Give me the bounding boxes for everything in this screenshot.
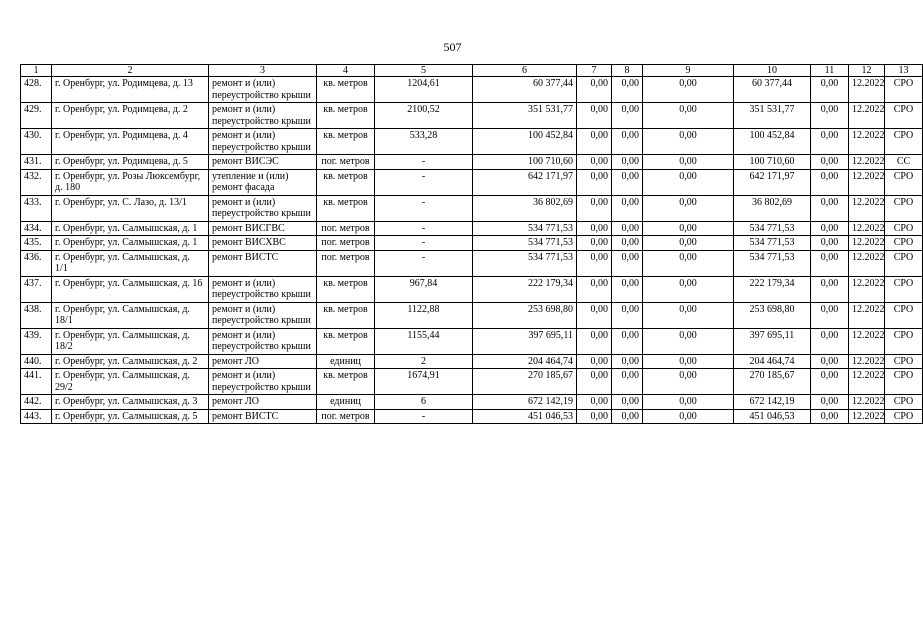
work-type-cell: ремонт и (или) переустройство крыши bbox=[209, 195, 317, 221]
unit-cell: пог. метров bbox=[317, 236, 375, 251]
unit-cell: пог. метров bbox=[317, 221, 375, 236]
row-number-cell: 439. bbox=[21, 328, 52, 354]
amount-cell: 0,00 bbox=[612, 77, 643, 103]
amount-cell: 451 046,53 bbox=[734, 409, 811, 424]
table-row bbox=[21, 77, 923, 103]
method-cell: СРО bbox=[885, 302, 923, 328]
method-cell: СРО bbox=[885, 250, 923, 276]
amount-cell: 0,00 bbox=[612, 409, 643, 424]
table-row bbox=[21, 250, 923, 276]
unit-cell: единиц bbox=[317, 354, 375, 369]
amount-cell: 0,00 bbox=[612, 354, 643, 369]
amount-cell: 0,00 bbox=[643, 77, 734, 103]
table-row bbox=[21, 236, 923, 251]
amount-cell: 0,00 bbox=[811, 155, 849, 170]
method-cell: СРО bbox=[885, 276, 923, 302]
amount-cell: 0,00 bbox=[811, 77, 849, 103]
amount-cell: 0,00 bbox=[612, 155, 643, 170]
address-cell: г. Оренбург, ул. Салмышская, д. 29/2 bbox=[52, 369, 209, 395]
address-cell: г. Оренбург, ул. Салмышская, д. 16 bbox=[52, 276, 209, 302]
amount-cell: 0,00 bbox=[811, 302, 849, 328]
work-type-cell: ремонт и (или) переустройство крыши bbox=[209, 276, 317, 302]
row-number-cell: 429. bbox=[21, 103, 52, 129]
method-cell: СС bbox=[885, 155, 923, 170]
amount-cell: 0,00 bbox=[612, 103, 643, 129]
row-number-cell: 432. bbox=[21, 169, 52, 195]
address-cell: г. Оренбург, ул. Родимцева, д. 13 bbox=[52, 77, 209, 103]
work-type-cell: ремонт и (или) переустройство крыши bbox=[209, 328, 317, 354]
amount-cell: 0,00 bbox=[643, 328, 734, 354]
amount-cell: 0,00 bbox=[643, 276, 734, 302]
amount-cell: 0,00 bbox=[577, 302, 612, 328]
cost-total-cell: 204 464,74 bbox=[473, 354, 577, 369]
amount-cell: 0,00 bbox=[811, 250, 849, 276]
amount-cell: 0,00 bbox=[811, 395, 849, 410]
column-header: 9 bbox=[643, 65, 734, 77]
unit-cell: пог. метров bbox=[317, 155, 375, 170]
amount-cell: 672 142,19 bbox=[734, 395, 811, 410]
unit-cell: кв. метров bbox=[317, 169, 375, 195]
amount-cell: 0,00 bbox=[811, 129, 849, 155]
work-type-cell: ремонт ВИСЭС bbox=[209, 155, 317, 170]
method-cell: СРО bbox=[885, 328, 923, 354]
deadline-cell: 12.2022 bbox=[849, 155, 885, 170]
amount-cell: 0,00 bbox=[577, 77, 612, 103]
amount-cell: 36 802,69 bbox=[734, 195, 811, 221]
quantity-cell: 1674,91 bbox=[375, 369, 473, 395]
amount-cell: 0,00 bbox=[811, 169, 849, 195]
quantity-cell: - bbox=[375, 169, 473, 195]
row-number-cell: 436. bbox=[21, 250, 52, 276]
row-number-cell: 430. bbox=[21, 129, 52, 155]
work-type-cell: ремонт и (или) переустройство крыши bbox=[209, 103, 317, 129]
deadline-cell: 12.2022 bbox=[849, 302, 885, 328]
repair-register-table bbox=[20, 64, 923, 424]
work-type-cell: ремонт и (или) переустройство крыши bbox=[209, 302, 317, 328]
deadline-cell: 12.2022 bbox=[849, 250, 885, 276]
work-type-cell: ремонт ВИСТС bbox=[209, 409, 317, 424]
quantity-cell: - bbox=[375, 409, 473, 424]
method-cell: СРО bbox=[885, 195, 923, 221]
deadline-cell: 12.2022 bbox=[849, 276, 885, 302]
method-cell: СРО bbox=[885, 169, 923, 195]
cost-total-cell: 672 142,19 bbox=[473, 395, 577, 410]
work-type-cell: утепление и (или) ремонт фасада bbox=[209, 169, 317, 195]
unit-cell: кв. метров bbox=[317, 328, 375, 354]
amount-cell: 0,00 bbox=[577, 155, 612, 170]
amount-cell: 0,00 bbox=[577, 250, 612, 276]
address-cell: г. Оренбург, ул. Салмышская, д. 18/1 bbox=[52, 302, 209, 328]
column-header: 11 bbox=[811, 65, 849, 77]
unit-cell: пог. метров bbox=[317, 409, 375, 424]
header-row bbox=[21, 65, 923, 77]
amount-cell: 0,00 bbox=[577, 409, 612, 424]
amount-cell: 0,00 bbox=[612, 276, 643, 302]
amount-cell: 0,00 bbox=[577, 169, 612, 195]
page-number: 507 bbox=[443, 40, 462, 54]
method-cell: СРО bbox=[885, 103, 923, 129]
deadline-cell: 12.2022 bbox=[849, 169, 885, 195]
amount-cell: 0,00 bbox=[577, 328, 612, 354]
deadline-cell: 12.2022 bbox=[849, 395, 885, 410]
amount-cell: 204 464,74 bbox=[734, 354, 811, 369]
unit-cell: кв. метров bbox=[317, 195, 375, 221]
amount-cell: 0,00 bbox=[612, 195, 643, 221]
amount-cell: 0,00 bbox=[612, 129, 643, 155]
amount-cell: 0,00 bbox=[811, 354, 849, 369]
row-number-cell: 431. bbox=[21, 155, 52, 170]
amount-cell: 0,00 bbox=[643, 195, 734, 221]
column-header: 6 bbox=[473, 65, 577, 77]
row-number-cell: 443. bbox=[21, 409, 52, 424]
work-type-cell: ремонт и (или) переустройство крыши bbox=[209, 129, 317, 155]
column-header: 7 bbox=[577, 65, 612, 77]
amount-cell: 0,00 bbox=[612, 236, 643, 251]
amount-cell: 0,00 bbox=[577, 129, 612, 155]
column-header: 8 bbox=[612, 65, 643, 77]
amount-cell: 0,00 bbox=[811, 409, 849, 424]
quantity-cell: - bbox=[375, 250, 473, 276]
amount-cell: 0,00 bbox=[643, 395, 734, 410]
column-header: 3 bbox=[209, 65, 317, 77]
quantity-cell: 533,28 bbox=[375, 129, 473, 155]
amount-cell: 534 771,53 bbox=[734, 250, 811, 276]
unit-cell: единиц bbox=[317, 395, 375, 410]
amount-cell: 0,00 bbox=[643, 409, 734, 424]
table-row bbox=[21, 129, 923, 155]
amount-cell: 0,00 bbox=[643, 221, 734, 236]
table-row bbox=[21, 354, 923, 369]
quantity-cell: - bbox=[375, 221, 473, 236]
amount-cell: 0,00 bbox=[811, 221, 849, 236]
unit-cell: пог. метров bbox=[317, 250, 375, 276]
address-cell: г. Оренбург, ул. Салмышская, д. 18/2 bbox=[52, 328, 209, 354]
deadline-cell: 12.2022 bbox=[849, 328, 885, 354]
deadline-cell: 12.2022 bbox=[849, 103, 885, 129]
deadline-cell: 12.2022 bbox=[849, 129, 885, 155]
work-type-cell: ремонт и (или) переустройство крыши bbox=[209, 77, 317, 103]
unit-cell: кв. метров bbox=[317, 302, 375, 328]
amount-cell: 642 171,97 bbox=[734, 169, 811, 195]
amount-cell: 534 771,53 bbox=[734, 221, 811, 236]
address-cell: г. Оренбург, ул. Салмышская, д. 5 bbox=[52, 409, 209, 424]
work-type-cell: ремонт ВИСГВС bbox=[209, 221, 317, 236]
deadline-cell: 12.2022 bbox=[849, 354, 885, 369]
amount-cell: 0,00 bbox=[643, 236, 734, 251]
work-type-cell: ремонт ВИСТС bbox=[209, 250, 317, 276]
deadline-cell: 12.2022 bbox=[849, 409, 885, 424]
deadline-cell: 12.2022 bbox=[849, 77, 885, 103]
unit-cell: кв. метров bbox=[317, 77, 375, 103]
address-cell: г. Оренбург, ул. Родимцева, д. 2 bbox=[52, 103, 209, 129]
column-header: 1 bbox=[21, 65, 52, 77]
amount-cell: 0,00 bbox=[643, 250, 734, 276]
quantity-cell: 1122,88 bbox=[375, 302, 473, 328]
unit-cell: кв. метров bbox=[317, 369, 375, 395]
row-number-cell: 435. bbox=[21, 236, 52, 251]
deadline-cell: 12.2022 bbox=[849, 221, 885, 236]
amount-cell: 0,00 bbox=[811, 328, 849, 354]
amount-cell: 0,00 bbox=[811, 276, 849, 302]
method-cell: СРО bbox=[885, 409, 923, 424]
column-header: 12 bbox=[849, 65, 885, 77]
amount-cell: 397 695,11 bbox=[734, 328, 811, 354]
amount-cell: 0,00 bbox=[643, 169, 734, 195]
row-number-cell: 433. bbox=[21, 195, 52, 221]
table-row bbox=[21, 103, 923, 129]
amount-cell: 0,00 bbox=[811, 369, 849, 395]
cost-total-cell: 534 771,53 bbox=[473, 221, 577, 236]
quantity-cell: - bbox=[375, 195, 473, 221]
row-number-cell: 434. bbox=[21, 221, 52, 236]
amount-cell: 0,00 bbox=[643, 103, 734, 129]
amount-cell: 0,00 bbox=[643, 369, 734, 395]
amount-cell: 534 771,53 bbox=[734, 236, 811, 251]
row-number-cell: 438. bbox=[21, 302, 52, 328]
amount-cell: 100 710,60 bbox=[734, 155, 811, 170]
amount-cell: 0,00 bbox=[643, 129, 734, 155]
method-cell: СРО bbox=[885, 221, 923, 236]
amount-cell: 0,00 bbox=[577, 354, 612, 369]
cost-total-cell: 534 771,53 bbox=[473, 236, 577, 251]
row-number-cell: 442. bbox=[21, 395, 52, 410]
address-cell: г. Оренбург, ул. Салмышская, д. 1/1 bbox=[52, 250, 209, 276]
amount-cell: 0,00 bbox=[577, 103, 612, 129]
column-header: 5 bbox=[375, 65, 473, 77]
quantity-cell: 2100,52 bbox=[375, 103, 473, 129]
cost-total-cell: 451 046,53 bbox=[473, 409, 577, 424]
quantity-cell: - bbox=[375, 155, 473, 170]
column-header: 4 bbox=[317, 65, 375, 77]
amount-cell: 270 185,67 bbox=[734, 369, 811, 395]
address-cell: г. Оренбург, ул. Родимцева, д. 5 bbox=[52, 155, 209, 170]
amount-cell: 0,00 bbox=[577, 369, 612, 395]
row-number-cell: 441. bbox=[21, 369, 52, 395]
table-row bbox=[21, 369, 923, 395]
cost-total-cell: 100 710,60 bbox=[473, 155, 577, 170]
cost-total-cell: 642 171,97 bbox=[473, 169, 577, 195]
column-header: 13 bbox=[885, 65, 923, 77]
cost-total-cell: 270 185,67 bbox=[473, 369, 577, 395]
work-type-cell: ремонт и (или) переустройство крыши bbox=[209, 369, 317, 395]
amount-cell: 0,00 bbox=[643, 354, 734, 369]
method-cell: СРО bbox=[885, 354, 923, 369]
work-type-cell: ремонт ЛО bbox=[209, 354, 317, 369]
deadline-cell: 12.2022 bbox=[849, 369, 885, 395]
table-row bbox=[21, 155, 923, 170]
amount-cell: 0,00 bbox=[811, 195, 849, 221]
amount-cell: 60 377,44 bbox=[734, 77, 811, 103]
method-cell: СРО bbox=[885, 129, 923, 155]
table-row bbox=[21, 276, 923, 302]
deadline-cell: 12.2022 bbox=[849, 195, 885, 221]
amount-cell: 0,00 bbox=[577, 395, 612, 410]
table-row bbox=[21, 195, 923, 221]
amount-cell: 0,00 bbox=[612, 250, 643, 276]
table-row bbox=[21, 221, 923, 236]
amount-cell: 0,00 bbox=[643, 302, 734, 328]
unit-cell: кв. метров bbox=[317, 276, 375, 302]
row-number-cell: 428. bbox=[21, 77, 52, 103]
unit-cell: кв. метров bbox=[317, 103, 375, 129]
row-number-cell: 440. bbox=[21, 354, 52, 369]
address-cell: г. Оренбург, ул. С. Лазо, д. 13/1 bbox=[52, 195, 209, 221]
amount-cell: 0,00 bbox=[811, 236, 849, 251]
table-row bbox=[21, 409, 923, 424]
table-row bbox=[21, 395, 923, 410]
quantity-cell: 967,84 bbox=[375, 276, 473, 302]
address-cell: г. Оренбург, ул. Салмышская, д. 1 bbox=[52, 236, 209, 251]
amount-cell: 222 179,34 bbox=[734, 276, 811, 302]
cost-total-cell: 397 695,11 bbox=[473, 328, 577, 354]
cost-total-cell: 36 802,69 bbox=[473, 195, 577, 221]
quantity-cell: 2 bbox=[375, 354, 473, 369]
cost-total-cell: 351 531,77 bbox=[473, 103, 577, 129]
address-cell: г. Оренбург, ул. Розы Люксембург, д. 180 bbox=[52, 169, 209, 195]
method-cell: СРО bbox=[885, 395, 923, 410]
work-type-cell: ремонт ВИСХВС bbox=[209, 236, 317, 251]
address-cell: г. Оренбург, ул. Салмышская, д. 1 bbox=[52, 221, 209, 236]
method-cell: СРО bbox=[885, 236, 923, 251]
table-row bbox=[21, 302, 923, 328]
amount-cell: 253 698,80 bbox=[734, 302, 811, 328]
column-header: 2 bbox=[52, 65, 209, 77]
amount-cell: 100 452,84 bbox=[734, 129, 811, 155]
amount-cell: 0,00 bbox=[577, 276, 612, 302]
table-body bbox=[21, 77, 923, 424]
amount-cell: 0,00 bbox=[612, 302, 643, 328]
quantity-cell: - bbox=[375, 236, 473, 251]
amount-cell: 0,00 bbox=[577, 221, 612, 236]
method-cell: СРО bbox=[885, 77, 923, 103]
row-number-cell: 437. bbox=[21, 276, 52, 302]
amount-cell: 0,00 bbox=[612, 221, 643, 236]
address-cell: г. Оренбург, ул. Родимцева, д. 4 bbox=[52, 129, 209, 155]
quantity-cell: 6 bbox=[375, 395, 473, 410]
column-header: 10 bbox=[734, 65, 811, 77]
quantity-cell: 1204,61 bbox=[375, 77, 473, 103]
deadline-cell: 12.2022 bbox=[849, 236, 885, 251]
table-row bbox=[21, 328, 923, 354]
cost-total-cell: 60 377,44 bbox=[473, 77, 577, 103]
cost-total-cell: 534 771,53 bbox=[473, 250, 577, 276]
address-cell: г. Оренбург, ул. Салмышская, д. 2 bbox=[52, 354, 209, 369]
quantity-cell: 1155,44 bbox=[375, 328, 473, 354]
unit-cell: кв. метров bbox=[317, 129, 375, 155]
work-type-cell: ремонт ЛО bbox=[209, 395, 317, 410]
amount-cell: 0,00 bbox=[612, 395, 643, 410]
amount-cell: 0,00 bbox=[577, 236, 612, 251]
table-row bbox=[21, 169, 923, 195]
amount-cell: 351 531,77 bbox=[734, 103, 811, 129]
method-cell: СРО bbox=[885, 369, 923, 395]
amount-cell: 0,00 bbox=[577, 195, 612, 221]
amount-cell: 0,00 bbox=[612, 328, 643, 354]
cost-total-cell: 100 452,84 bbox=[473, 129, 577, 155]
cost-total-cell: 253 698,80 bbox=[473, 302, 577, 328]
amount-cell: 0,00 bbox=[643, 155, 734, 170]
amount-cell: 0,00 bbox=[612, 369, 643, 395]
amount-cell: 0,00 bbox=[811, 103, 849, 129]
address-cell: г. Оренбург, ул. Салмышская, д. 3 bbox=[52, 395, 209, 410]
cost-total-cell: 222 179,34 bbox=[473, 276, 577, 302]
amount-cell: 0,00 bbox=[612, 169, 643, 195]
